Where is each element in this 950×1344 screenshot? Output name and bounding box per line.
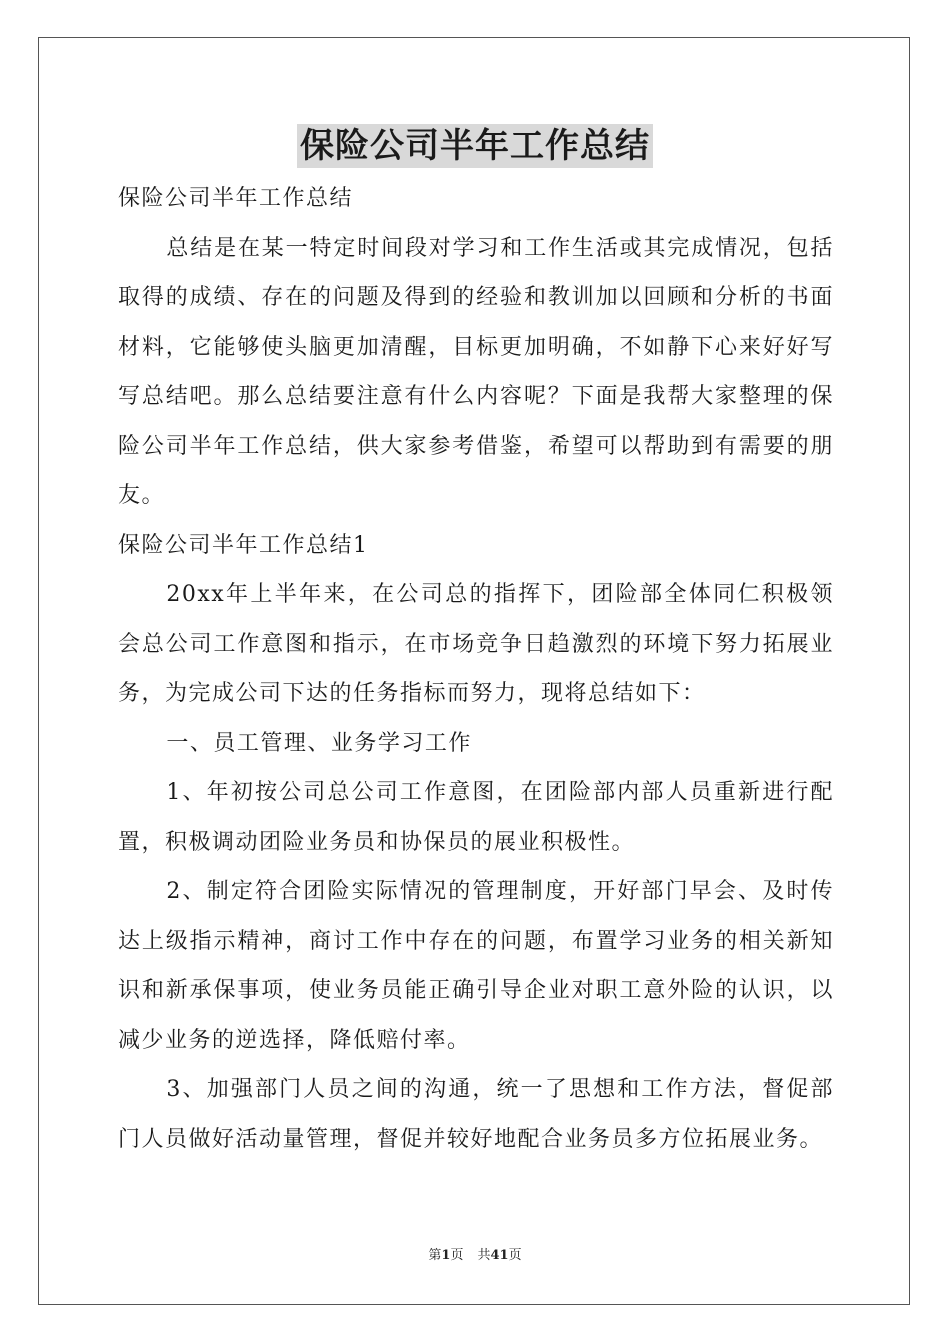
paragraph-intro: 总结是在某一特定时间段对学习和工作生活或其完成情况，包括取得的成绩、存在的问题及得到的经验和教训加以回顾和分析的书面材料，它能够使头脑更加清醒，目标更加明确，不如静下心来好好写写总结吧。那么总结要注意有什么内容呢？下面是我帮大家整理的保险公司半年工作总结，供大家参考借鉴，希望可以帮助到有需要的朋友。 bbox=[118, 235, 834, 508]
page-suffix: 页 bbox=[450, 1248, 464, 1263]
document-body bbox=[118, 174, 834, 1164]
list-item-3: 3、加强部门人员之间的沟通，统一了思想和工作方法，督促部门人员做好活动量管理，督促并较好地配合业务员多方位拓展业务。 bbox=[118, 1077, 834, 1152]
page-prefix: 第 bbox=[428, 1248, 442, 1263]
paragraph-subtitle: 保险公司半年工作总结 bbox=[118, 186, 354, 211]
total-suffix: 页 bbox=[508, 1248, 522, 1263]
document-title: 保险公司半年工作总结 bbox=[297, 124, 653, 168]
total-pages: 41 bbox=[490, 1248, 509, 1263]
subsection-heading: 一、员工管理、业务学习工作 bbox=[166, 730, 472, 756]
list-item-2: 2、制定符合团险实际情况的管理制度，开好部门早会、及时传达上级指示精神，商讨工作中存在的问题，布置学习业务的相关新知识和新承保事项，使业务员能正确引导企业对职工意外险的认识，以减少业务的逆选择，降低赔付率。 bbox=[118, 879, 834, 1053]
title-container bbox=[0, 124, 950, 168]
page-footer bbox=[0, 1246, 950, 1266]
page-number: 1 bbox=[441, 1248, 451, 1263]
paragraph-overview: 20xx年上半年来，在公司总的指挥下，团险部全体同仁积极领会总公司工作意图和指示，在市场竞争日趋激烈的环境下努力拓展业务，为完成公司下达的任务指标而努力，现将总结如下： bbox=[118, 582, 834, 706]
list-item-1: 1、年初按公司总公司工作意图，在团险部内部人员重新进行配置，积极调动团险业务员和协保员的展业积极性。 bbox=[118, 780, 834, 855]
section-heading: 保险公司半年工作总结1 bbox=[118, 532, 369, 558]
total-prefix: 共 bbox=[477, 1248, 491, 1263]
